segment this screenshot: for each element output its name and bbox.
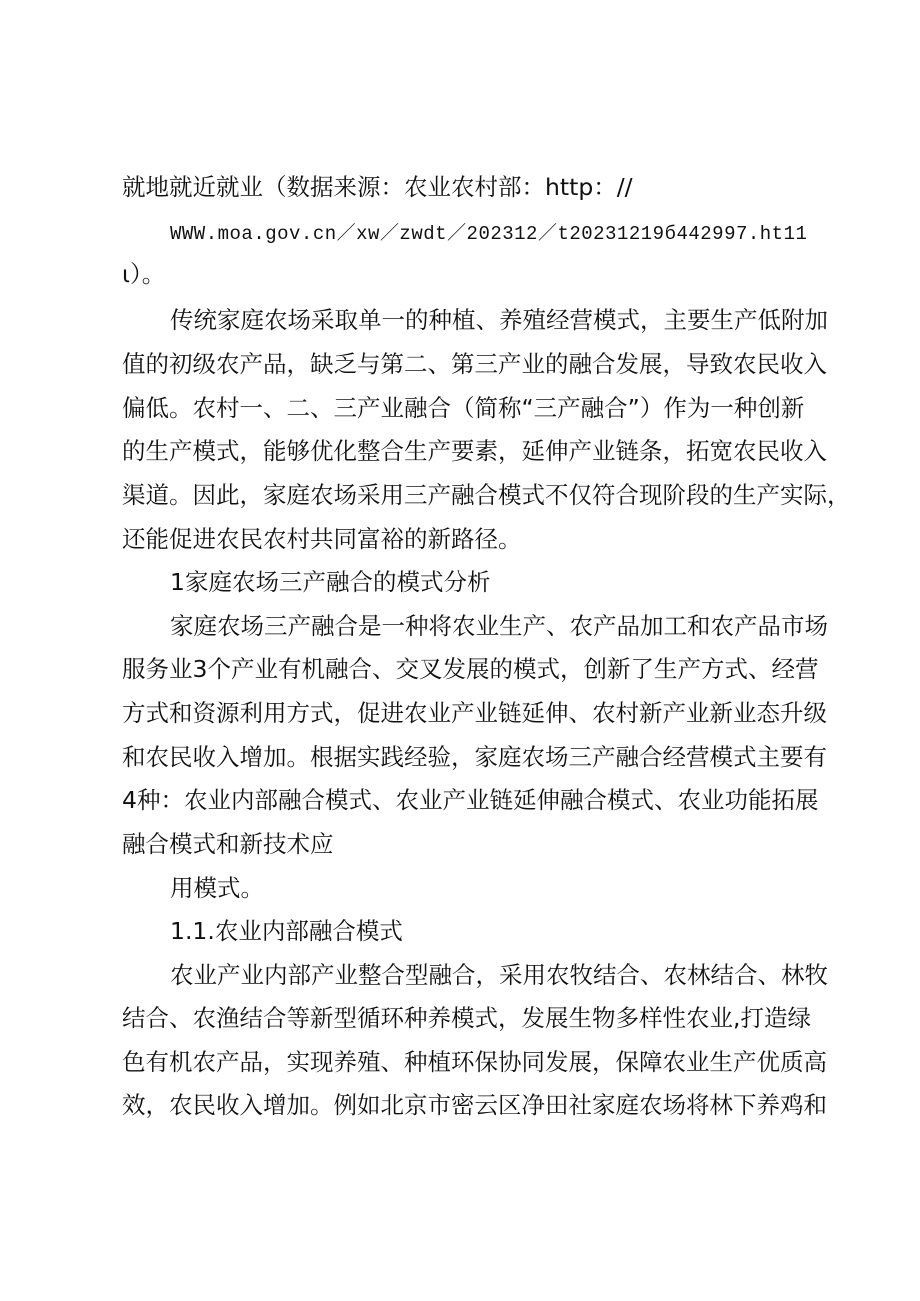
- paragraph-1-line-2: 值的初级农产品，缺乏与第二、第三产业的融合发展，导致农民收入: [122, 350, 827, 378]
- paragraph-3-line-1: 农业产业内部产业整合型融合，采用农牧结合、农林结合、林牧: [170, 961, 828, 989]
- paragraph-1-line-3: 偏低。农村一、二、三产业融合（简称“三产融合”）作为一种创新: [122, 394, 805, 422]
- paragraph-2-line-5: 4种：农业内部融合模式、农业产业链延伸融合模式、农业功能拓展: [122, 786, 819, 814]
- section-heading-1-1: 1.1.农业内部融合模式: [170, 917, 403, 945]
- paragraph-1-line-4: 的生产模式，能够优化整合生产要素，延伸产业链条，拓宽农民收入: [122, 437, 827, 465]
- paragraph-2-line-7: 用模式。: [170, 874, 264, 902]
- text-line-url-end: ι）。: [122, 260, 166, 288]
- paragraph-1-line-1: 传统家庭农场采取单一的种植、养殖经营模式，主要生产低附加: [170, 306, 828, 334]
- paragraph-1-line-6: 还能促进农民农村共同富裕的新路径。: [122, 525, 522, 553]
- paragraph-3-line-2: 结合、农渔结合等新型循环种养模式，发展生物多样性农业,打造绿: [122, 1004, 811, 1032]
- paragraph-2-line-4: 和农民收入增加。根据实践经验，家庭农场三产融合经营模式主要有: [122, 743, 827, 771]
- paragraph-2-line-6: 融合模式和新技术应: [122, 830, 334, 858]
- paragraph-3-line-4: 效，农民收入增加。例如北京市密云区净田社家庭农场将林下养鸡和: [122, 1091, 827, 1119]
- paragraph-3-line-3: 色有机农产品，实现养殖、种植环保协同发展，保障农业生产优质高: [122, 1048, 827, 1076]
- text-line-1: 就地就近就业（数据来源：农业农村部：http：//: [122, 173, 633, 201]
- section-heading-1: 1家庭农场三产融合的模式分析: [170, 568, 491, 596]
- paragraph-1-line-5: 渠道。因此，家庭农场采用三产融合模式不仅符合现阶段的生产实际，: [122, 481, 851, 509]
- text-line-url: WWW.moa.gov.cn／xw／zwdt／202312／t20231219б442997.ht11: [170, 223, 808, 245]
- paragraph-2-line-2: 服务业3个产业有机融合、交叉发展的模式，创新了生产方式、经营: [122, 655, 819, 683]
- paragraph-2-line-1: 家庭农场三产融合是一种将农业生产、农产品加工和农产品市场: [170, 612, 828, 640]
- paragraph-2-line-3: 方式和资源利用方式，促进农业产业链延伸、农村新产业新业态升级: [122, 699, 827, 727]
